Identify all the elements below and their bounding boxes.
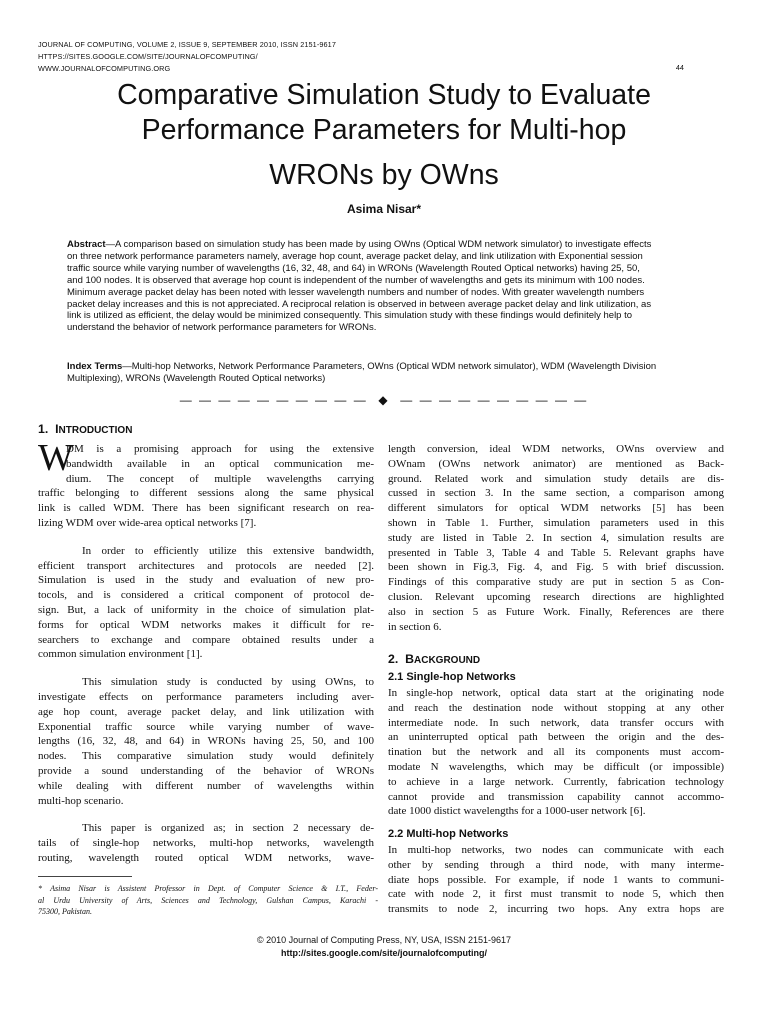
abstract-line: understand the behavior of network performance parameters for WRONs. [67, 322, 377, 334]
footnote-line: 75300, Pakistan. [38, 907, 92, 916]
journal-header-line: JOURNAL OF COMPUTING, VOLUME 2, ISSUE 9, SEPTEMBER 2010, ISSN 2151-9617 [38, 40, 336, 49]
body-line: shown in Table 1. Further, simulation parameters used in this [388, 516, 724, 529]
abstract-line: traffic source while varying number of wavelengths (16, 32, 48, and 64) in WRONs (Wavelength Routed Optical networks) having 25, 50, [67, 262, 640, 274]
page-number: 44 [675, 63, 684, 72]
right-column-intro-continued [388, 442, 724, 634]
body-line: tails of single-hop networks, multi-hop networks, wavelength [38, 837, 374, 850]
body-line: efficient transport architectures and protocols are needed [2]. [38, 559, 374, 572]
body-line: OWnam (OWns network animator) are mentioned as Back- [388, 457, 724, 470]
multi-hop-paragraph [388, 843, 724, 917]
body-line: lizing WDM over wide-area optical networks [7]. [38, 516, 257, 529]
journal-header-url[interactable]: HTTPS://SITES.GOOGLE.COM/SITE/JOURNALOFCOMPUTING/ [38, 52, 258, 62]
index-terms-line: Multiplexing), WRONs (Wavelength Routed Optical networks) [67, 373, 326, 385]
body-line: transmits to node 2, incurring two hops. Any extra hops are [388, 903, 724, 916]
body-line: to achieve in a large network. Currently, fabrication technology [388, 775, 724, 788]
journal-header [38, 39, 336, 76]
body-line: tination but the network and all its components must accom- [388, 746, 724, 759]
body-line: multi-hop scenario. [38, 794, 124, 807]
index-terms-line [67, 361, 703, 373]
body-line: modate N wavelengths, which may be difficult (or impossible) [388, 760, 724, 773]
section-separator [0, 393, 768, 407]
body-line: Simulation is used in the study and evaluation of new pro- [38, 574, 374, 587]
body-line: nodes. This comparative simulation study would definitely [38, 750, 374, 763]
body-line: study are listed in Table 2. In section 4, simulation results are [388, 531, 724, 544]
body-line: in section 6. [388, 620, 442, 633]
body-line: also in section 5 as Future Work. Finally, References are there [388, 605, 724, 618]
subsection-heading-multi-hop: 2.2 Multi-hop Networks [388, 828, 509, 840]
body-line: In multi-hop networks, two nodes can communicate with each [388, 844, 724, 856]
body-line: routing, wavelength routed optical WDM networks, wave- [38, 851, 374, 864]
body-line: traffic belonging to different sessions along the same physical [38, 487, 374, 500]
abstract [67, 239, 703, 334]
title-line: Comparative Simulation Study to Evaluate [117, 79, 651, 111]
body-line: This paper is organized as; in section 2 necessary de- [82, 822, 374, 835]
body-line: In order to efficiently utilize this extensive bandwidth, [82, 544, 374, 557]
footnote-line: al Urdu University of Arts, Sciences and Technology, Gulshan Campus, Karachi - [38, 895, 378, 905]
body-line: searchers to exchange and compare obtained results under a [38, 633, 374, 646]
index-terms-label: Index Terms [67, 361, 123, 372]
journal-header-website[interactable]: WWW.JOURNALOFCOMPUTING.ORG [38, 64, 171, 74]
drop-cap: W [38, 437, 74, 479]
body-line: and reach the destination node without stopping at any other [388, 701, 724, 714]
title-line: WRONs by OWns [269, 159, 499, 191]
author-footnote [38, 883, 378, 918]
author-name: Asima Nisar* [346, 202, 422, 216]
abstract-line: on three network performance parameters namely, average hop count, average packet delay, and link utilization with Exponential session [67, 250, 643, 262]
body-line: cannot provide and transmission capability cannot accommo- [388, 790, 724, 803]
body-line: sign. But, a lack of uniformity in the choice of simulation plat- [38, 603, 374, 616]
footnote-line: * Asima Nisar is Assistent Professor in Dept. of Computer Science & I.T., Feder- [38, 884, 378, 893]
footer-url[interactable]: http://sites.google.com/site/journalofcomputing/ [280, 948, 487, 958]
body-line: ground. Related work and simulation study details are dis- [388, 472, 724, 485]
abstract-line [67, 239, 703, 251]
single-hop-paragraph [388, 686, 724, 819]
body-line: provide a sound understanding of the behavior of WRONs [38, 764, 374, 777]
separator-dashes: — — — — — — — — — — [179, 393, 368, 407]
body-line: link is called WDM. There has been significant research on rea- [38, 502, 374, 515]
body-line: while dealing with different number of wavelengths within [38, 779, 374, 792]
body-line: lengths (16, 32, 48, and 64) in WRONs having 25, 50, and 100 [38, 735, 374, 748]
body-line: investigate effects on performance parameters including aver- [38, 690, 374, 703]
body-line: different simulators for optical WDM networks [5] has been [388, 502, 724, 515]
body-line: This simulation study is conducted by using OWns, to [82, 676, 374, 689]
body-line: dium. The concept of multiple wavelengths carrying [66, 472, 374, 485]
diamond-icon: ◆ [378, 393, 390, 407]
body-line: date 1000 distict wavelengths for a 1000-user network [6]. [388, 805, 646, 818]
section-heading-introduction: 1. INTRODUCTION [38, 422, 133, 436]
body-line: been shown in Fig.3, Fig. 4, and Fig. 5 with brief discussion. [388, 561, 724, 574]
separator-dashes: — — — — — — — — — — [400, 393, 589, 407]
paper-title [40, 78, 728, 193]
body-line: diate hops possible. For example, if node 1 wants to communi- [388, 873, 724, 886]
page-footer [0, 934, 768, 960]
abstract-label: Abstract [67, 239, 106, 250]
body-line: bandwidth available in an optical communication me- [66, 457, 374, 470]
abstract-line: and 100 nodes. It is observed that average hop count is independent of the number of wavelengths and gets its minimum with 100 nodes. [67, 274, 645, 286]
abstract-line: packet delay increases and this is not appreciated. A reciprocal relation is observed in between average packet delay and link utilization, as [67, 298, 652, 310]
body-line: clusion. Relevant upcoming research directions are highlighted [388, 590, 724, 603]
body-line: In single-hop network, optical data start at the originating node [388, 687, 724, 699]
index-terms-text: —Multi-hop Networks, Network Performance Parameters, OWns (Optical WDM network simulator), WDM (Wavelength Division [122, 361, 657, 372]
left-column [38, 437, 374, 866]
body-line: common simulation environment [1]. [38, 648, 203, 661]
section-heading-background: 2. BACKGROUND [388, 652, 481, 666]
body-line: Findings of this comparative study are put in section 5 as Con- [388, 576, 724, 589]
abstract-line: link is utilized as efficient, the delay would be minimized consequently. This simulation study with these findings would definitely help to [67, 310, 633, 322]
body-line: cussed in section 3. In the same section, a comparison among [388, 487, 724, 500]
body-line: Exponential traffic source while varying number of wave- [38, 720, 374, 733]
body-line: cate with node 2, it first must transmit to node 5, which then [388, 888, 724, 901]
abstract-text: —A comparison based on simulation study has been made by using OWns (Optical WDM network simulator) to investigate effects [105, 239, 652, 250]
body-line: length conversion, ideal WDM networks, OWns overview and [388, 443, 724, 455]
footer-copyright: © 2010 Journal of Computing Press, NY, USA, ISSN 2151-9617 [256, 935, 512, 945]
body-line: presented in Table 3, Table 4 and Table 5. Relevant graphs have [388, 546, 724, 559]
title-line: Performance Parameters for Multi-hop [141, 114, 627, 146]
body-line: forms for optical WDM networks makes it difficult for re- [38, 618, 374, 631]
body-line: an uninterrupted optical path between the origin and the des- [388, 731, 724, 744]
index-terms [67, 361, 703, 386]
subsection-heading-single-hop: 2.1 Single-hop Networks [388, 671, 516, 683]
footnote-rule [38, 876, 132, 877]
body-line: age hop count, average packet delay, and link utilization with [38, 705, 374, 718]
body-line: tocols, and is considered a critical component of protocol de- [38, 589, 374, 602]
body-line: other by sending through a third node, with many interme- [388, 858, 724, 871]
body-line: intermediate node. In such network, data transfer occurs with [388, 716, 724, 729]
body-line: DM is a promising approach for using the extensive [66, 443, 374, 455]
abstract-line: Minimum average packet delay has been noted with lesser wavelength numbers and number of nodes. With greater wavelength numbers [67, 286, 645, 298]
